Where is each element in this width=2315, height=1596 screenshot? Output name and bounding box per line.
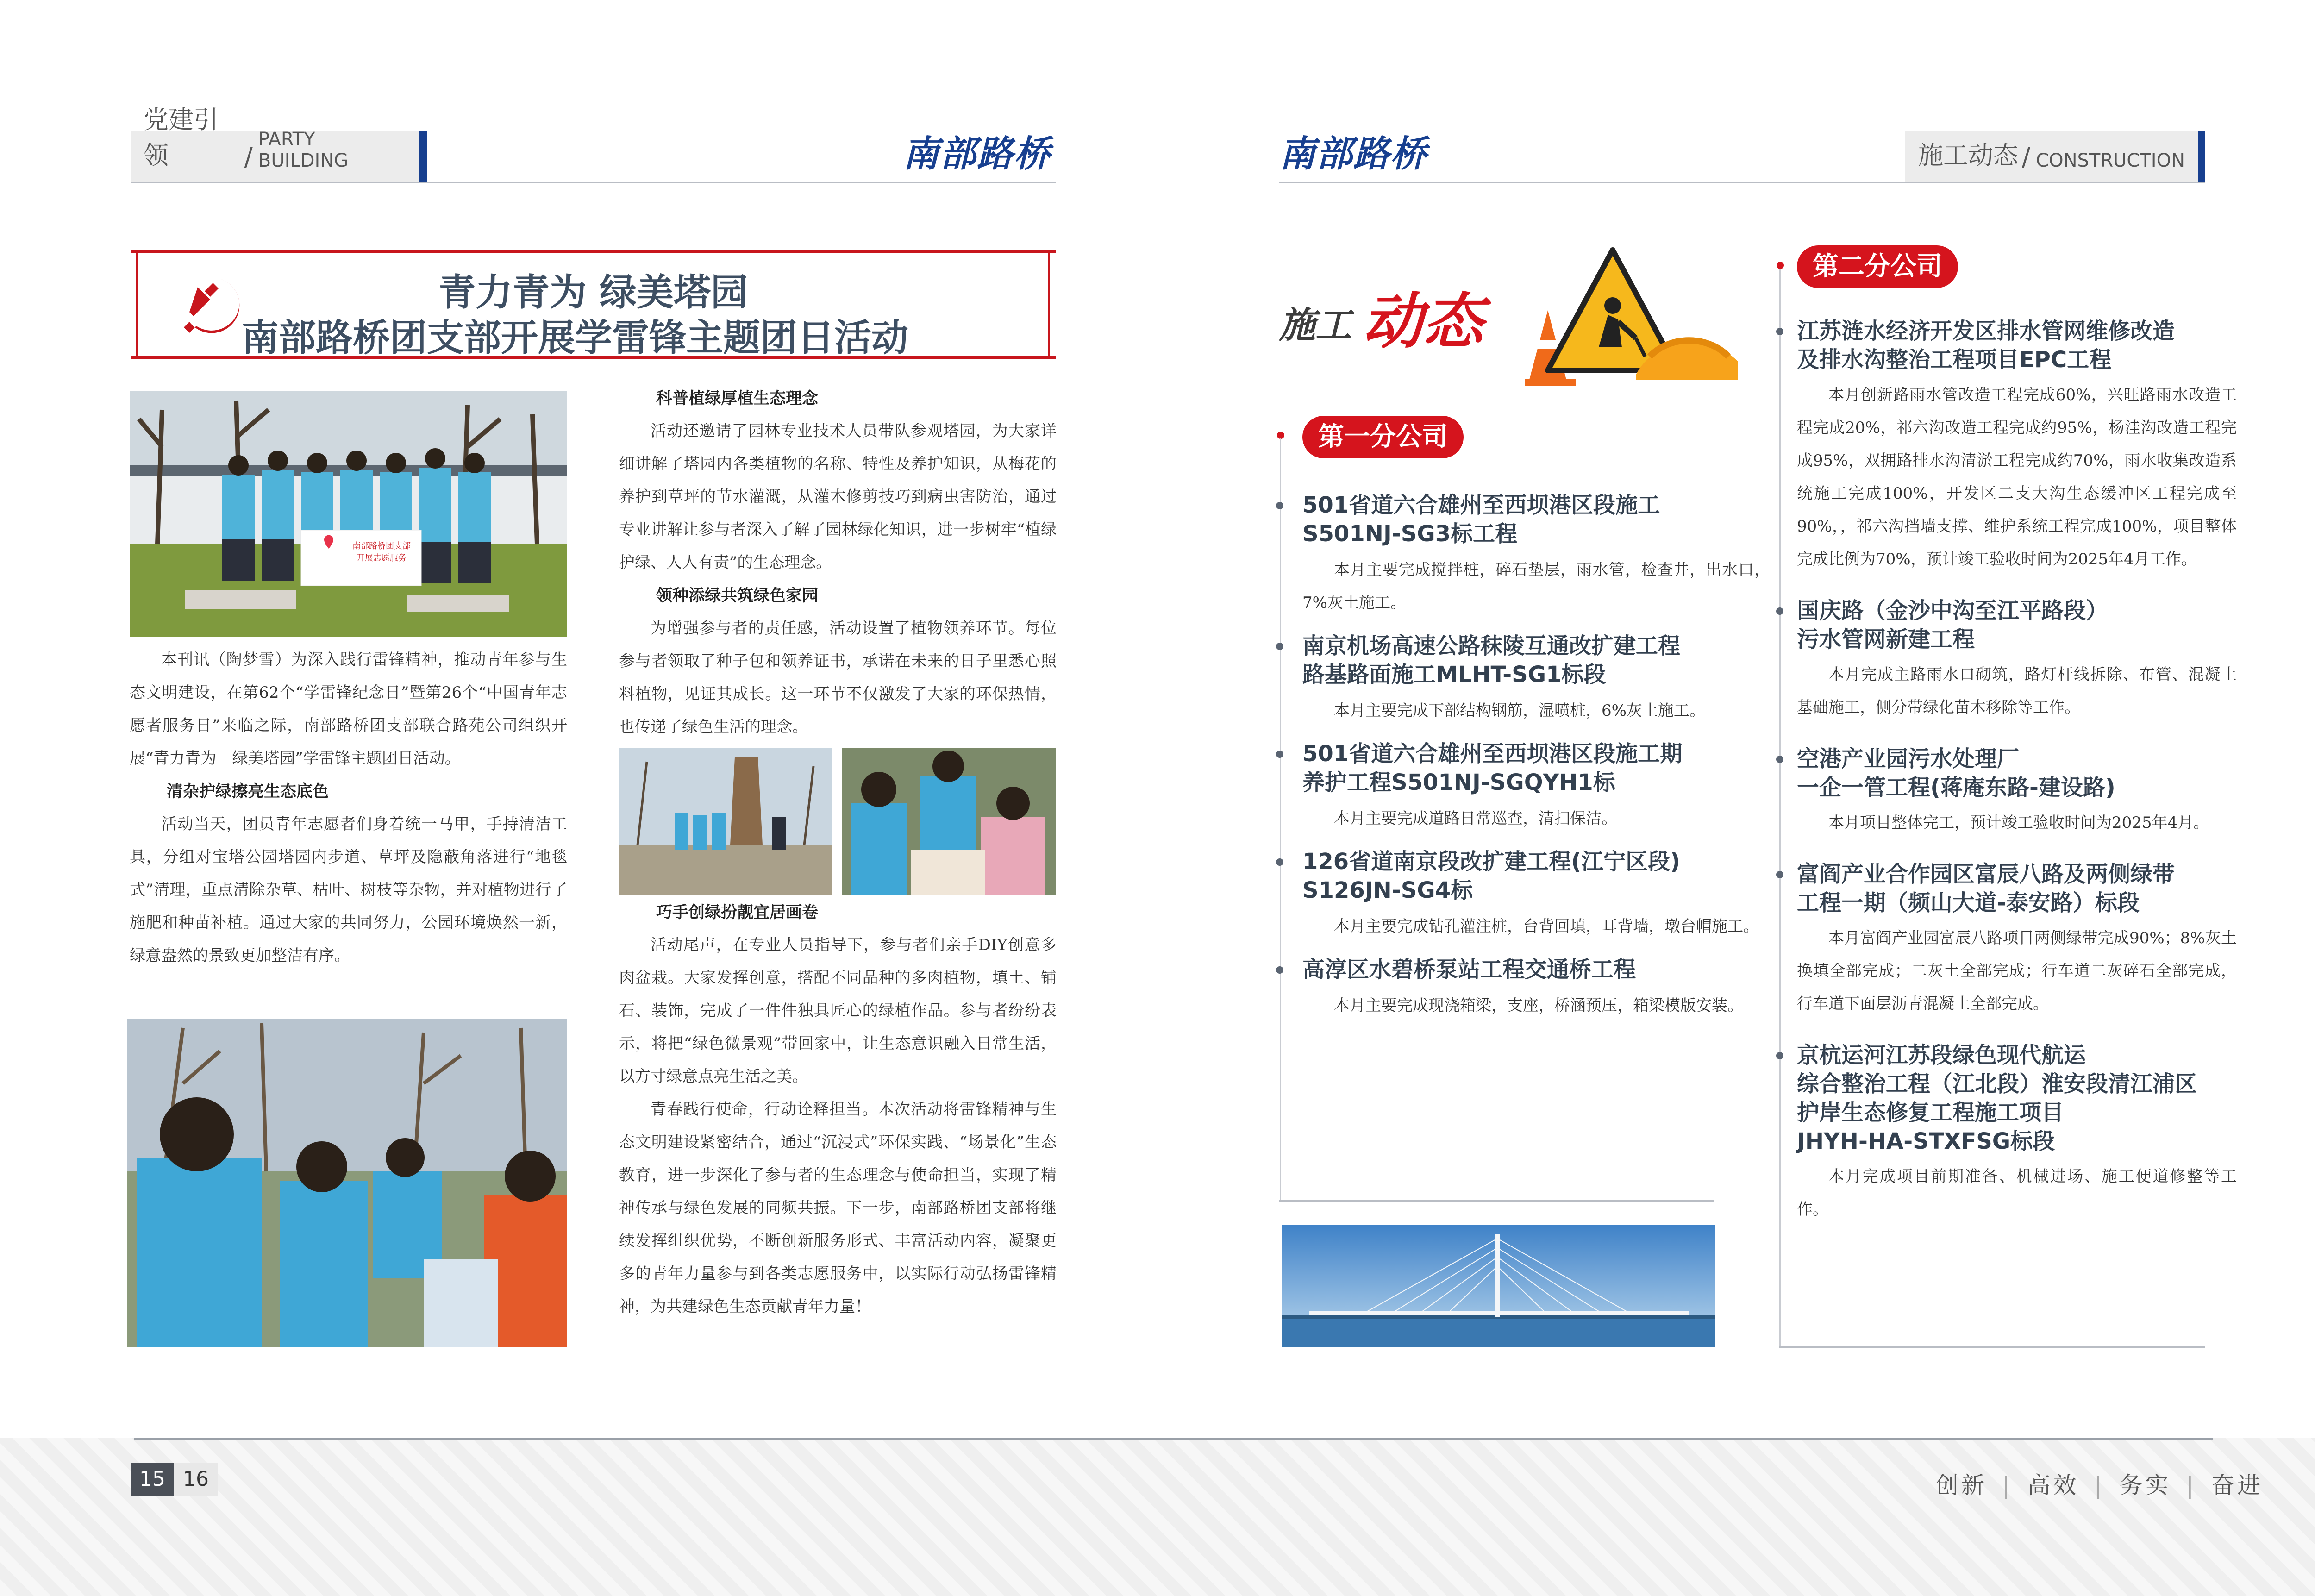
hero-construction-graphic — [1279, 241, 1742, 403]
company2-project-list — [1797, 317, 2237, 1226]
project-description: 本月富阎产业园富辰八路项目两侧绿带完成90%；8%灰土换填全部完成；二灰土全部完成；行车道二灰碎石全部完成，行车道下面层沥青混凝土全部完成。 — [1797, 929, 2237, 1013]
article-intro: 本刊讯（陶梦雪）为深入践行雷锋精神，推动青年参与生态文明建设，在第62个“学雷锋纪念日”暨第26个“中国青年志愿者服务日”来临之际，南部路桥团支部联合路苑公司组织开展“青力青为 绿美塔园”学雷锋主题团日活动。 — [130, 651, 567, 768]
section-tab-en: PARTY BUILDING — [258, 129, 349, 171]
section-tab-slash-right: / — [2022, 142, 2031, 171]
footer-band — [0, 1438, 2315, 1596]
photo-banner-line2: 开展志愿服务 — [357, 553, 407, 563]
project-description: 本月项目整体完工，预计竣工验收时间为2025年4月。 — [1828, 814, 2209, 832]
subheading-clean-green: 清杂护绿擦亮生态底色 — [167, 782, 329, 801]
article-title-box — [131, 250, 1056, 359]
slogan-word-4: 奋进 — [2211, 1472, 2264, 1499]
project-title-line2: 一企一管工程(蒋庵东路-建设路) — [1797, 775, 2115, 801]
company2-project-4 — [1797, 860, 2237, 1020]
footer-rule — [134, 1438, 2213, 1440]
project-description: 本月主要完成下部结构钢筋，湿喷桩，6%灰土施工。 — [1334, 701, 1705, 720]
article-title-line1: 青力青为 绿美塔园 — [438, 271, 748, 314]
subheading-diy-green: 巧手创绿扮靓宜居画卷 — [656, 903, 819, 922]
company1-project-2 — [1302, 632, 1770, 727]
project-title-line2: 及排水沟整治工程项目EPC工程 — [1797, 347, 2112, 373]
project-title-line1: 501省道六合雄州至西坝港区段施工期 — [1302, 741, 1683, 767]
project-title-line1: 126省道南京段改扩建工程(江宁区段) — [1302, 849, 1681, 875]
photo-volunteers-activity — [127, 1019, 567, 1347]
company1-project-list — [1302, 491, 1770, 1022]
timeline-tick — [1276, 858, 1283, 866]
subheading-science-green: 科普植绿厚植生态理念 — [656, 389, 819, 408]
paragraph-science-green: 活动还邀请了园林专业技术人员带队参观塔园，为大家详细讲解了塔园内各类植物的名称、特性及养护知识，从梅花的养护到草坪的节水灌溉，从灌木修剪技巧到病虫害防治，通过专业讲解让参与者深入了解了园林绿化知识，进一步树牢“植绿护绿、人人有责”的生态理念。 — [619, 422, 1057, 572]
brand-logo-right: 南部路桥 — [1279, 133, 1428, 175]
company2-project-2 — [1797, 596, 2237, 724]
company1-project-5 — [1302, 955, 1770, 1022]
hero-word-big: 动态 — [1363, 286, 1483, 357]
photo-children-planting — [842, 748, 1056, 895]
article-column-2-lower — [619, 896, 1057, 1323]
photo-cable-stayed-bridge — [1282, 1225, 1715, 1347]
photo-pagoda-group — [619, 748, 832, 895]
project-description: 本月主要完成现浇箱梁，支座，桥涵预压，箱梁模版安装。 — [1334, 996, 1743, 1015]
footer-slogan: 创新 | 高效 | 务实 | 奋进 — [1935, 1472, 2264, 1499]
project-title-line2: 养护工程S501NJ-SGQYH1标 — [1302, 770, 1615, 795]
project-description: 本月主要完成道路日常巡查，清扫保洁。 — [1334, 809, 1617, 828]
article-column-1 — [130, 644, 567, 972]
company1-project-1 — [1302, 491, 1770, 620]
company2-project-5 — [1797, 1041, 2237, 1226]
section-tab-cn: 党建引领 — [144, 105, 219, 170]
hero-word-small: 施工 — [1279, 305, 1352, 346]
company1-project-3 — [1302, 739, 1770, 835]
project-title-line2: S501NJ-SG3标工程 — [1302, 521, 1518, 547]
right-page — [1168, 0, 2315, 1596]
project-title-line3: 护岸生态修复工程施工项目 — [1797, 1100, 2064, 1126]
brand-logo-left: 南部路桥 — [903, 133, 1051, 175]
company2-label: 第二分公司 — [1797, 245, 1958, 288]
project-title-line1: 南京机场高速公路秣陵互通改扩建工程 — [1302, 633, 1681, 659]
project-title-line2: 路基路面施工MLHT-SG1标段 — [1302, 662, 1606, 688]
project-title-line1: 富阎产业合作园区富辰八路及两侧绿带 — [1797, 861, 2175, 887]
timeline-dot-company2 — [1777, 262, 1784, 269]
paragraph-conclusion: 青春践行使命，行动诠释担当。本次活动将雷锋精神与生态文明建设紧密结合，通过“沉浸式”环保实践、“场景化”生态教育，进一步深化了参与者的生态理念与使命担当，实现了精神传承与绿色发展的同频共振。下一步，南部路桥团支部将继续发挥组织优势，不断创新服务形式、丰富活动内容，凝聚更多的青年力量参与到各类志愿服务中，以实际行动弘扬雷锋精神，为共建绿色生态贡献青年力量！ — [619, 1100, 1057, 1316]
subheading-adopt-green: 领种添绿共筑绿色家园 — [656, 586, 819, 605]
project-title-line4: JHYH-HA-STXFSG标段 — [1797, 1128, 2055, 1154]
paragraph-diy-green: 活动尾声，在专业人员指导下，参与者们亲手DIY创意多肉盆栽。大家发挥创意，搭配不同品种的多肉植物，填土、铺石、装饰，完成了一件件独具匠心的绿植作品。参与者纷纷表示，将把“绿色微景观”带回家中，让生态意识融入日常生活，以方寸绿意点亮生活之美。 — [619, 936, 1057, 1086]
company1-bottom-rule — [1279, 1200, 1714, 1202]
project-title-line2: S126JN-SG4标 — [1302, 877, 1473, 903]
timeline-tick — [1776, 607, 1783, 615]
photo-group-in-park — [130, 391, 567, 637]
photo-banner-text — [343, 540, 420, 564]
construction-sign-icon — [1497, 241, 1742, 403]
header-rule-left — [131, 182, 1056, 183]
project-description: 本月创新路雨水管改造工程完成60%，兴旺路雨水改造工程完成20%，祁六沟改造工程完成约95%，杨洼沟改造工程完成95%，双拥路排水沟清淤工程完成约70%，雨水收集改造系统施工完成100%，开发区二支大沟生态缓冲区工程完成至90%，，祁六沟挡墙支撑、维护系统工程完成100%，项目整体完成比例为70%，预计竣工验收时间为2025年4月工作。 — [1797, 386, 2237, 569]
project-title-line2: 污水管网新建工程 — [1797, 626, 1975, 652]
project-title-line1: 高淳区水碧桥泵站工程交通桥工程 — [1302, 957, 1636, 983]
project-title-line1: 国庆路（金沙中沟至江平路段） — [1797, 598, 2109, 624]
timeline-tick — [1776, 871, 1783, 878]
timeline-tick — [1776, 756, 1783, 763]
header-rule-right — [1279, 182, 2205, 183]
timeline-tick — [1276, 502, 1283, 509]
timeline-tick — [1276, 751, 1283, 758]
company2-project-1 — [1797, 317, 2237, 576]
section-tab-party-building — [131, 105, 427, 182]
project-title-line1: 501省道六合雄州至西坝港区段施工 — [1302, 492, 1660, 518]
project-title-line1: 京杭运河江苏段绿色现代航运 — [1797, 1042, 2086, 1068]
article-title-line2: 南部路桥团支部开展学雷锋主题团日活动 — [242, 316, 908, 359]
project-description: 本月完成项目前期准备、机械进场、施工便道修整等工作。 — [1797, 1167, 2237, 1219]
company2-bottom-rule — [1779, 1346, 2205, 1348]
timeline-tick — [1276, 966, 1283, 974]
project-title-line2: 综合整治工程（江北段）淮安段清江浦区 — [1797, 1071, 2197, 1097]
article-column-2 — [619, 382, 1057, 744]
project-title-line1: 空港产业园污水处理厂 — [1797, 746, 2020, 772]
project-description: 本月完成主路雨水口砌筑，路灯杆线拆除、布管、混凝土基础施工，侧分带绿化苗木移除等工作。 — [1797, 665, 2237, 717]
page-number-left: 15 — [131, 1463, 174, 1496]
project-description: 本月主要完成搅拌桩，碎石垫层，雨水管，检查井，出水口，7%灰土施工。 — [1302, 561, 1770, 612]
section-tab-construction — [1905, 131, 2205, 182]
company1-label: 第一分公司 — [1302, 416, 1464, 458]
project-title-line2: 工程一期（频山大道-泰安路）标段 — [1797, 890, 2140, 916]
timeline-tick — [1776, 328, 1783, 335]
company2-project-3 — [1797, 745, 2237, 839]
section-tab-slash: / — [244, 142, 253, 171]
slogan-word-2: 高效 — [2027, 1472, 2079, 1499]
slogan-word-1: 创新 — [1935, 1472, 1987, 1499]
paragraph-clean-green: 活动当天，团员青年志愿者们身着统一马甲，手持清洁工具，分组对宝塔公园塔园内步道、草坪及隐蔽角落进行“地毯式”清理，重点清除杂草、枯叶、树枝等杂物，并对植物进行了施肥和种苗补植。通过大家的共同努力，公园环境焕然一新，绿意盎然的景致更加整洁有序。 — [130, 815, 567, 965]
timeline-tick — [1776, 1052, 1783, 1059]
timeline-tick — [1276, 643, 1283, 650]
slogan-word-3: 务实 — [2119, 1472, 2171, 1499]
timeline-bar-company2 — [1779, 269, 1781, 1347]
page-number-right: 16 — [174, 1463, 218, 1496]
section-tab-cn-right: 施工动态 — [1918, 141, 2018, 170]
section-tab-en-right: CONSTRUCTION — [2036, 150, 2185, 171]
paragraph-adopt-green: 为增强参与者的责任感，活动设置了植物领养环节。每位参与者领取了种子包和领养证书，承诺在未来的日子里悉心照料植物，见证其成长。这一环节不仅激发了大家的环保热情，也传递了绿色生活的理念。 — [619, 619, 1057, 736]
project-title-line1: 江苏涟水经济开发区排水管网维修改造 — [1797, 318, 2175, 344]
company1-project-4 — [1302, 847, 1770, 943]
project-description: 本月主要完成钻孔灌注桩，台背回填，耳背墙，墩台帽施工。 — [1334, 917, 1759, 936]
photo-banner-line1: 南部路桥团支部 — [352, 541, 411, 551]
timeline-bar-company1 — [1280, 438, 1281, 1202]
